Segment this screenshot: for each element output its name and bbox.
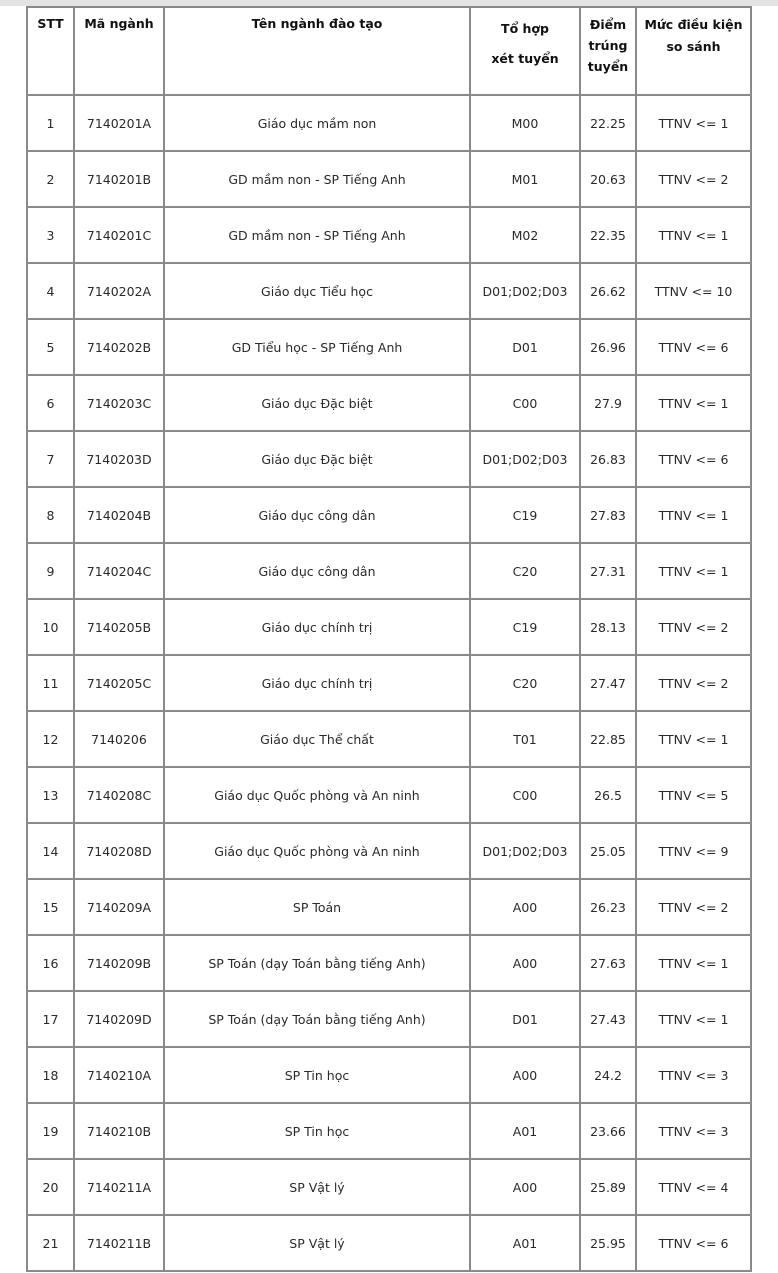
cell-combo: A00 bbox=[470, 1159, 580, 1215]
cell-score: 26.83 bbox=[580, 431, 636, 487]
table-row bbox=[27, 823, 751, 879]
cell-score: 22.35 bbox=[580, 207, 636, 263]
cell-stt: 10 bbox=[27, 599, 74, 655]
cell-name: SP Toán (dạy Toán bằng tiếng Anh) bbox=[164, 935, 470, 991]
cell-combo: M00 bbox=[470, 95, 580, 151]
table-body bbox=[27, 95, 751, 1271]
cell-stt: 5 bbox=[27, 319, 74, 375]
cell-stt: 20 bbox=[27, 1159, 74, 1215]
cell-condition: TTNV <= 5 bbox=[636, 767, 751, 823]
cell-code: 7140205B bbox=[74, 599, 164, 655]
cell-stt: 9 bbox=[27, 543, 74, 599]
table-row bbox=[27, 1159, 751, 1215]
cell-code: 7140209B bbox=[74, 935, 164, 991]
table-row bbox=[27, 767, 751, 823]
cell-combo: D01;D02;D03 bbox=[470, 823, 580, 879]
cell-code: 7140205C bbox=[74, 655, 164, 711]
cell-condition: TTNV <= 1 bbox=[636, 375, 751, 431]
cell-code: 7140209D bbox=[74, 991, 164, 1047]
cell-name: SP Toán (dạy Toán bằng tiếng Anh) bbox=[164, 991, 470, 1047]
cell-name: SP Vật lý bbox=[164, 1215, 470, 1271]
cell-stt: 12 bbox=[27, 711, 74, 767]
header-code bbox=[74, 7, 164, 95]
header-name-label: Tên ngành đào tạo bbox=[251, 16, 383, 31]
cell-condition: TTNV <= 1 bbox=[636, 991, 751, 1047]
header-stt-label: STT bbox=[37, 16, 64, 31]
header-code-label: Mã ngành bbox=[84, 16, 154, 31]
cell-name: Giáo dục Đặc biệt bbox=[164, 431, 470, 487]
cell-score: 26.62 bbox=[580, 263, 636, 319]
cell-name: Giáo dục Quốc phòng và An ninh bbox=[164, 767, 470, 823]
cell-name: Giáo dục Tiểu học bbox=[164, 263, 470, 319]
table-row bbox=[27, 375, 751, 431]
cell-condition: TTNV <= 10 bbox=[636, 263, 751, 319]
cell-combo: D01 bbox=[470, 991, 580, 1047]
cell-name: Giáo dục công dân bbox=[164, 487, 470, 543]
cell-name: GD mầm non - SP Tiếng Anh bbox=[164, 207, 470, 263]
header-stt bbox=[27, 7, 74, 95]
cell-condition: TTNV <= 3 bbox=[636, 1103, 751, 1159]
cell-stt: 19 bbox=[27, 1103, 74, 1159]
cell-score: 22.85 bbox=[580, 711, 636, 767]
table-row bbox=[27, 431, 751, 487]
cell-code: 7140201B bbox=[74, 151, 164, 207]
cell-name: SP Tin học bbox=[164, 1047, 470, 1103]
cell-condition: TTNV <= 2 bbox=[636, 151, 751, 207]
cell-stt: 4 bbox=[27, 263, 74, 319]
table-row bbox=[27, 599, 751, 655]
cell-condition: TTNV <= 6 bbox=[636, 319, 751, 375]
cell-combo: C00 bbox=[470, 375, 580, 431]
cell-combo: M01 bbox=[470, 151, 580, 207]
cell-combo: D01 bbox=[470, 319, 580, 375]
cell-name: Giáo dục chính trị bbox=[164, 599, 470, 655]
table-header-row bbox=[27, 7, 751, 95]
cell-name: SP Vật lý bbox=[164, 1159, 470, 1215]
cell-combo: A00 bbox=[470, 879, 580, 935]
cell-condition: TTNV <= 1 bbox=[636, 543, 751, 599]
cell-condition: TTNV <= 3 bbox=[636, 1047, 751, 1103]
cell-condition: TTNV <= 4 bbox=[636, 1159, 751, 1215]
cell-score: 27.63 bbox=[580, 935, 636, 991]
cell-score: 25.05 bbox=[580, 823, 636, 879]
table-row bbox=[27, 151, 751, 207]
cell-stt: 14 bbox=[27, 823, 74, 879]
table-row bbox=[27, 879, 751, 935]
cell-stt: 3 bbox=[27, 207, 74, 263]
cell-condition: TTNV <= 2 bbox=[636, 879, 751, 935]
table-row bbox=[27, 487, 751, 543]
cell-stt: 21 bbox=[27, 1215, 74, 1271]
cell-stt: 8 bbox=[27, 487, 74, 543]
cell-combo: A01 bbox=[470, 1103, 580, 1159]
table-row bbox=[27, 263, 751, 319]
cell-name: Giáo dục Thể chất bbox=[164, 711, 470, 767]
table-row bbox=[27, 319, 751, 375]
cell-code: 7140202B bbox=[74, 319, 164, 375]
cell-name: SP Tin học bbox=[164, 1103, 470, 1159]
cell-score: 27.31 bbox=[580, 543, 636, 599]
cell-stt: 15 bbox=[27, 879, 74, 935]
admission-scores-table bbox=[26, 6, 752, 1272]
table-row bbox=[27, 1103, 751, 1159]
cell-name: Giáo dục chính trị bbox=[164, 655, 470, 711]
cell-combo: D01;D02;D03 bbox=[470, 263, 580, 319]
header-condition-line2: so sánh bbox=[666, 39, 721, 54]
table-row bbox=[27, 543, 751, 599]
cell-score: 27.43 bbox=[580, 991, 636, 1047]
cell-code: 7140210B bbox=[74, 1103, 164, 1159]
cell-stt: 11 bbox=[27, 655, 74, 711]
table-row bbox=[27, 207, 751, 263]
cell-condition: TTNV <= 6 bbox=[636, 431, 751, 487]
cell-code: 7140201A bbox=[74, 95, 164, 151]
cell-name: Giáo dục Đặc biệt bbox=[164, 375, 470, 431]
cell-score: 26.96 bbox=[580, 319, 636, 375]
cell-code: 7140211A bbox=[74, 1159, 164, 1215]
cell-stt: 1 bbox=[27, 95, 74, 151]
cell-combo: M02 bbox=[470, 207, 580, 263]
cell-combo: A00 bbox=[470, 1047, 580, 1103]
cell-code: 7140210A bbox=[74, 1047, 164, 1103]
cell-code: 7140202A bbox=[74, 263, 164, 319]
cell-code: 7140206 bbox=[74, 711, 164, 767]
header-name bbox=[164, 7, 470, 95]
cell-code: 7140201C bbox=[74, 207, 164, 263]
cell-score: 28.13 bbox=[580, 599, 636, 655]
cell-stt: 6 bbox=[27, 375, 74, 431]
cell-code: 7140208C bbox=[74, 767, 164, 823]
cell-condition: TTNV <= 1 bbox=[636, 487, 751, 543]
cell-combo: C19 bbox=[470, 487, 580, 543]
cell-stt: 7 bbox=[27, 431, 74, 487]
cell-score: 25.95 bbox=[580, 1215, 636, 1271]
cell-combo: D01;D02;D03 bbox=[470, 431, 580, 487]
cell-condition: TTNV <= 1 bbox=[636, 207, 751, 263]
cell-name: GD Tiểu học - SP Tiếng Anh bbox=[164, 319, 470, 375]
table-row bbox=[27, 95, 751, 151]
cell-code: 7140204C bbox=[74, 543, 164, 599]
header-score bbox=[580, 7, 636, 95]
cell-score: 27.83 bbox=[580, 487, 636, 543]
cell-stt: 16 bbox=[27, 935, 74, 991]
cell-score: 22.25 bbox=[580, 95, 636, 151]
table-row bbox=[27, 655, 751, 711]
cell-score: 23.66 bbox=[580, 1103, 636, 1159]
table-row bbox=[27, 711, 751, 767]
cell-stt: 13 bbox=[27, 767, 74, 823]
cell-combo: C20 bbox=[470, 655, 580, 711]
cell-code: 7140208D bbox=[74, 823, 164, 879]
cell-code: 7140211B bbox=[74, 1215, 164, 1271]
cell-name: Giáo dục Quốc phòng và An ninh bbox=[164, 823, 470, 879]
cell-condition: TTNV <= 2 bbox=[636, 655, 751, 711]
cell-score: 26.5 bbox=[580, 767, 636, 823]
cell-condition: TTNV <= 9 bbox=[636, 823, 751, 879]
header-score-line3: tuyển bbox=[587, 59, 629, 74]
table-row bbox=[27, 991, 751, 1047]
cell-condition: TTNV <= 6 bbox=[636, 1215, 751, 1271]
cell-combo: C20 bbox=[470, 543, 580, 599]
cell-score: 26.23 bbox=[580, 879, 636, 935]
cell-score: 27.9 bbox=[580, 375, 636, 431]
cell-score: 24.2 bbox=[580, 1047, 636, 1103]
cell-code: 7140204B bbox=[74, 487, 164, 543]
cell-condition: TTNV <= 1 bbox=[636, 711, 751, 767]
cell-condition: TTNV <= 2 bbox=[636, 599, 751, 655]
cell-stt: 2 bbox=[27, 151, 74, 207]
cell-stt: 18 bbox=[27, 1047, 74, 1103]
cell-score: 27.47 bbox=[580, 655, 636, 711]
header-combo bbox=[470, 7, 580, 95]
cell-score: 25.89 bbox=[580, 1159, 636, 1215]
cell-combo: A00 bbox=[470, 935, 580, 991]
header-condition bbox=[636, 7, 751, 95]
header-score-line1: Điểm bbox=[589, 17, 627, 32]
cell-code: 7140203D bbox=[74, 431, 164, 487]
cell-name: SP Toán bbox=[164, 879, 470, 935]
header-condition-line1: Mức điều kiện bbox=[644, 17, 743, 32]
header-combo-line2: xét tuyển bbox=[491, 51, 559, 66]
cell-combo: A01 bbox=[470, 1215, 580, 1271]
cell-code: 7140203C bbox=[74, 375, 164, 431]
cell-condition: TTNV <= 1 bbox=[636, 95, 751, 151]
cell-score: 20.63 bbox=[580, 151, 636, 207]
cell-name: Giáo dục công dân bbox=[164, 543, 470, 599]
cell-condition: TTNV <= 1 bbox=[636, 935, 751, 991]
cell-combo: C19 bbox=[470, 599, 580, 655]
table-row bbox=[27, 1047, 751, 1103]
cell-combo: T01 bbox=[470, 711, 580, 767]
cell-code: 7140209A bbox=[74, 879, 164, 935]
cell-name: GD mầm non - SP Tiếng Anh bbox=[164, 151, 470, 207]
table-row bbox=[27, 935, 751, 991]
cell-name: Giáo dục mầm non bbox=[164, 95, 470, 151]
cell-stt: 17 bbox=[27, 991, 74, 1047]
cell-combo: C00 bbox=[470, 767, 580, 823]
table-row bbox=[27, 1215, 751, 1271]
header-score-line2: trúng bbox=[588, 38, 628, 53]
header-combo-line1: Tổ hợp bbox=[501, 21, 549, 36]
